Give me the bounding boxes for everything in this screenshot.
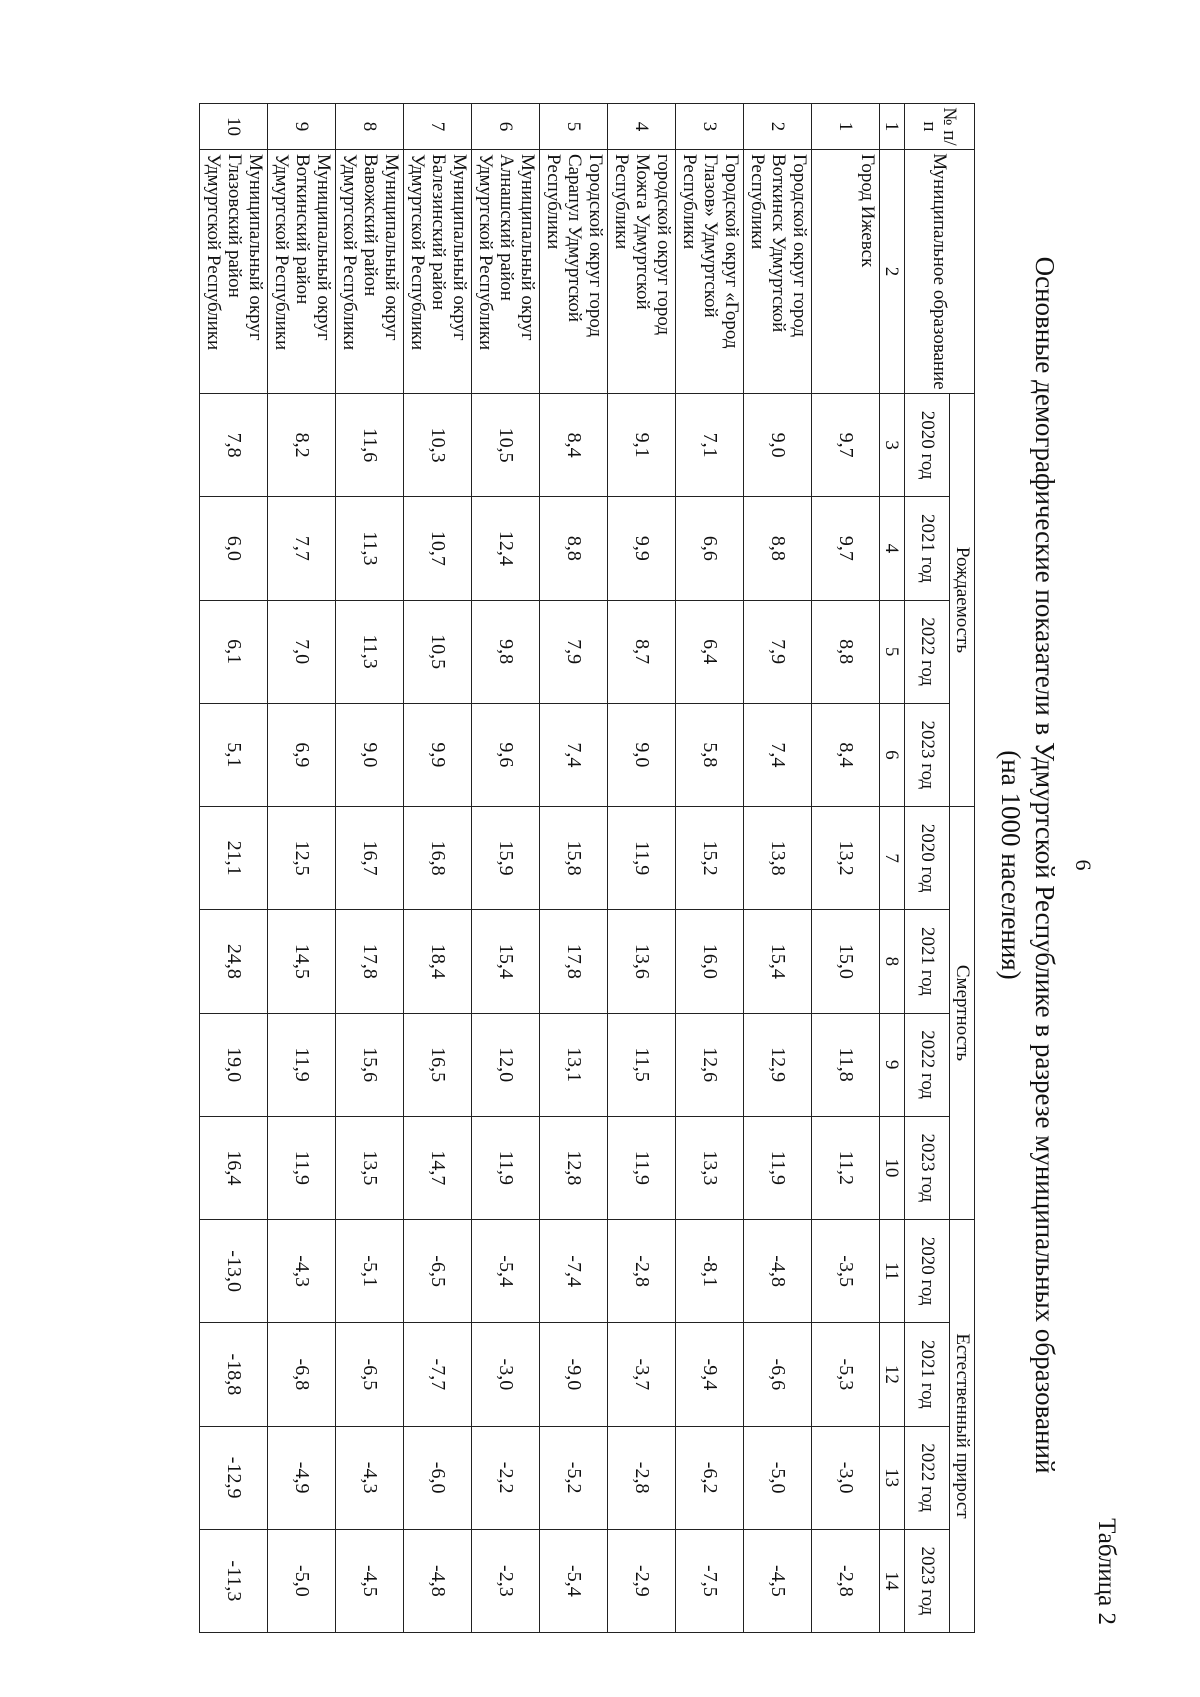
birth-rate-cell: 12,4 [472,497,540,600]
birth-rate-cell: 6,0 [200,497,268,600]
natural-growth-cell: -5,2 [540,1426,608,1529]
birth-rate-cell: 10,5 [472,394,540,497]
natural-growth-cell: -18,8 [200,1323,268,1426]
column-number: 13 [880,1426,905,1529]
natural-growth-cell: -8,1 [676,1220,744,1323]
birth-rate-cell: 9,9 [404,703,472,806]
birth-rate-cell: 9,1 [608,394,676,497]
natural-growth-cell: -3,7 [608,1323,676,1426]
death-rate-cell: 11,9 [744,1116,812,1219]
death-rate-cell: 13,6 [608,910,676,1013]
birth-rate-cell: 7,9 [744,600,812,703]
row-number: 10 [200,104,268,150]
table-row [268,104,336,1633]
row-number: 6 [472,104,540,150]
natural-growth-cell: -3,0 [812,1426,880,1529]
death-rate-cell: 21,1 [200,807,268,910]
natural-growth-cell: -2,2 [472,1426,540,1529]
death-rate-cell: 16,0 [676,910,744,1013]
header-year: 2022 год [905,600,950,703]
birth-rate-cell: 8,8 [812,600,880,703]
header-municipality: Муниципальное образование [905,150,975,394]
natural-growth-cell: -4,9 [268,1426,336,1529]
header-year: 2021 год [905,1323,950,1426]
natural-growth-cell: -7,7 [404,1323,472,1426]
table-row [336,104,404,1633]
column-number: 12 [880,1323,905,1426]
birth-rate-cell: 8,8 [540,497,608,600]
natural-growth-cell: -5,0 [268,1529,336,1632]
natural-growth-cell: -6,0 [404,1426,472,1529]
death-rate-cell: 11,9 [268,1116,336,1219]
death-rate-cell: 15,4 [472,910,540,1013]
column-number: 8 [880,910,905,1013]
death-rate-cell: 15,8 [540,807,608,910]
death-rate-cell: 12,8 [540,1116,608,1219]
column-number: 5 [880,600,905,703]
header-year: 2020 год [905,807,950,910]
birth-rate-cell: 8,8 [744,497,812,600]
death-rate-cell: 11,9 [608,1116,676,1219]
header-year: 2021 год [905,910,950,1013]
header-year: 2020 год [905,394,950,497]
municipality-name: Городской округ город Воткинск Удмуртской Республики [744,150,812,394]
natural-growth-cell: -5,0 [744,1426,812,1529]
birth-rate-cell: 7,4 [744,703,812,806]
header-row-groups [950,104,975,1633]
birth-rate-cell: 6,6 [676,497,744,600]
page-number: 6 [1071,859,1096,871]
column-number: 2 [880,150,905,394]
natural-growth-cell: -11,3 [200,1529,268,1632]
death-rate-cell: 12,0 [472,1013,540,1116]
death-rate-cell: 11,9 [268,1013,336,1116]
birth-rate-cell: 6,1 [200,600,268,703]
natural-growth-cell: -12,9 [200,1426,268,1529]
header-group-deaths: Смертность [950,807,975,1220]
birth-rate-cell: 10,7 [404,497,472,600]
natural-growth-cell: -2,3 [472,1529,540,1632]
natural-growth-cell: -5,3 [812,1323,880,1426]
table-title-line-1: Основные демографические показатели в Удмуртской Республике в разрезе муниципальных образований [1030,256,1060,1474]
natural-growth-cell: -4,8 [744,1220,812,1323]
birth-rate-cell: 7,8 [200,394,268,497]
header-group-natural: Естественный прирост [950,1220,975,1633]
death-rate-cell: 15,6 [336,1013,404,1116]
natural-growth-cell: -4,5 [744,1529,812,1632]
death-rate-cell: 16,4 [200,1116,268,1219]
row-number: 4 [608,104,676,150]
header-row-column-numbers [880,104,905,1633]
birth-rate-cell: 8,4 [540,394,608,497]
natural-growth-cell: -2,8 [608,1426,676,1529]
death-rate-cell: 24,8 [200,910,268,1013]
birth-rate-cell: 11,3 [336,497,404,600]
birth-rate-cell: 5,8 [676,703,744,806]
header-year: 2022 год [905,1426,950,1529]
municipality-name: Муниципальный округ Алнашский район Удмуртской Республики [472,150,540,394]
municipality-name: Городской округ «Город Глазов» Удмуртской Республики [676,150,744,394]
header-year: 2023 год [905,1116,950,1219]
column-number: 11 [880,1220,905,1323]
row-number: 8 [336,104,404,150]
natural-growth-cell: -7,4 [540,1220,608,1323]
table-row [200,104,268,1633]
municipality-name: Муниципальный округ Глазовский район Удмуртской Республики [200,150,268,394]
table-label: Таблица 2 [1093,1518,1120,1625]
birth-rate-cell: 9,7 [812,497,880,600]
birth-rate-cell: 8,2 [268,394,336,497]
birth-rate-cell: 9,0 [336,703,404,806]
death-rate-cell: 15,2 [676,807,744,910]
death-rate-cell: 17,8 [336,910,404,1013]
row-number: 3 [676,104,744,150]
death-rate-cell: 13,5 [336,1116,404,1219]
death-rate-cell: 18,4 [404,910,472,1013]
birth-rate-cell: 9,8 [472,600,540,703]
death-rate-cell: 14,5 [268,910,336,1013]
birth-rate-cell: 11,6 [336,394,404,497]
natural-growth-cell: -4,5 [336,1529,404,1632]
natural-growth-cell: -6,5 [404,1220,472,1323]
row-number: 1 [812,104,880,150]
natural-growth-cell: -9,0 [540,1323,608,1426]
natural-growth-cell: -4,3 [336,1426,404,1529]
column-number: 4 [880,497,905,600]
table-row [812,104,880,1633]
natural-growth-cell: -2,8 [812,1529,880,1632]
header-group-births: Рождаемость [950,394,975,807]
natural-growth-cell: -6,2 [676,1426,744,1529]
death-rate-cell: 11,2 [812,1116,880,1219]
death-rate-cell: 12,6 [676,1013,744,1116]
death-rate-cell: 16,8 [404,807,472,910]
natural-growth-cell: -2,8 [608,1220,676,1323]
column-number: 10 [880,1116,905,1219]
table-row [404,104,472,1633]
rotated-page [90,85,1120,1645]
death-rate-cell: 12,9 [744,1013,812,1116]
natural-growth-cell: -5,4 [472,1220,540,1323]
death-rate-cell: 13,3 [676,1116,744,1219]
death-rate-cell: 11,8 [812,1013,880,1116]
birth-rate-cell: 5,1 [200,703,268,806]
municipality-name: Город Ижевск [812,150,880,394]
death-rate-cell: 11,5 [608,1013,676,1116]
birth-rate-cell: 6,4 [676,600,744,703]
death-rate-cell: 11,9 [608,807,676,910]
birth-rate-cell: 6,9 [268,703,336,806]
table-row [608,104,676,1633]
column-number: 9 [880,1013,905,1116]
header-num: № п/п [905,104,975,150]
birth-rate-cell: 10,3 [404,394,472,497]
natural-growth-cell: -9,4 [676,1323,744,1426]
natural-growth-cell: -4,3 [268,1220,336,1323]
row-number: 2 [744,104,812,150]
municipality-name: Муниципальный округ Балезинский район Удмуртской Республики [404,150,472,394]
table-body [200,104,880,1633]
demographic-table [199,103,975,1633]
row-number: 7 [404,104,472,150]
column-number: 3 [880,394,905,497]
death-rate-cell: 17,8 [540,910,608,1013]
birth-rate-cell: 9,0 [608,703,676,806]
table-row [744,104,812,1633]
table-row [540,104,608,1633]
birth-rate-cell: 11,3 [336,600,404,703]
death-rate-cell: 13,1 [540,1013,608,1116]
death-rate-cell: 15,0 [812,910,880,1013]
birth-rate-cell: 8,7 [608,600,676,703]
birth-rate-cell: 9,0 [744,394,812,497]
death-rate-cell: 15,4 [744,910,812,1013]
birth-rate-cell: 9,9 [608,497,676,600]
death-rate-cell: 13,2 [812,807,880,910]
natural-growth-cell: -7,5 [676,1529,744,1632]
birth-rate-cell: 7,0 [268,600,336,703]
natural-growth-cell: -3,5 [812,1220,880,1323]
birth-rate-cell: 10,5 [404,600,472,703]
birth-rate-cell: 7,9 [540,600,608,703]
column-number: 7 [880,807,905,910]
death-rate-cell: 11,9 [472,1116,540,1219]
birth-rate-cell: 7,1 [676,394,744,497]
death-rate-cell: 16,7 [336,807,404,910]
column-number: 14 [880,1529,905,1632]
birth-rate-cell: 9,6 [472,703,540,806]
death-rate-cell: 13,8 [744,807,812,910]
natural-growth-cell: -6,6 [744,1323,812,1426]
natural-growth-cell: -6,8 [268,1323,336,1426]
natural-growth-cell: -6,5 [336,1323,404,1426]
birth-rate-cell: 8,4 [812,703,880,806]
birth-rate-cell: 7,4 [540,703,608,806]
birth-rate-cell: 7,7 [268,497,336,600]
table-row [676,104,744,1633]
death-rate-cell: 14,7 [404,1116,472,1219]
municipality-name: городской округ город Можга Удмуртской Республики [608,150,676,394]
natural-growth-cell: -13,0 [200,1220,268,1323]
table-row [472,104,540,1633]
municipality-name: Городской округ город Сарапул Удмуртской Республики [540,150,608,394]
table-title [994,85,1062,1645]
death-rate-cell: 19,0 [200,1013,268,1116]
header-year: 2022 год [905,1013,950,1116]
header-year: 2023 год [905,703,950,806]
header-year: 2020 год [905,1220,950,1323]
death-rate-cell: 15,9 [472,807,540,910]
natural-growth-cell: -5,1 [336,1220,404,1323]
header-year: 2023 год [905,1529,950,1632]
municipality-name: Муниципальный округ Воткинский район Удмуртской Республики [268,150,336,394]
table-title-line-2: (на 1000 населения) [996,750,1026,980]
natural-growth-cell: -2,9 [608,1529,676,1632]
municipality-name: Муниципальный округ Вавожский район Удмуртской Республики [336,150,404,394]
header-year: 2021 год [905,497,950,600]
natural-growth-cell: -5,4 [540,1529,608,1632]
row-number: 5 [540,104,608,150]
death-rate-cell: 16,5 [404,1013,472,1116]
row-number: 9 [268,104,336,150]
natural-growth-cell: -3,0 [472,1323,540,1426]
death-rate-cell: 12,5 [268,807,336,910]
column-number: 6 [880,703,905,806]
column-number: 1 [880,104,905,150]
birth-rate-cell: 9,7 [812,394,880,497]
natural-growth-cell: -4,8 [404,1529,472,1632]
